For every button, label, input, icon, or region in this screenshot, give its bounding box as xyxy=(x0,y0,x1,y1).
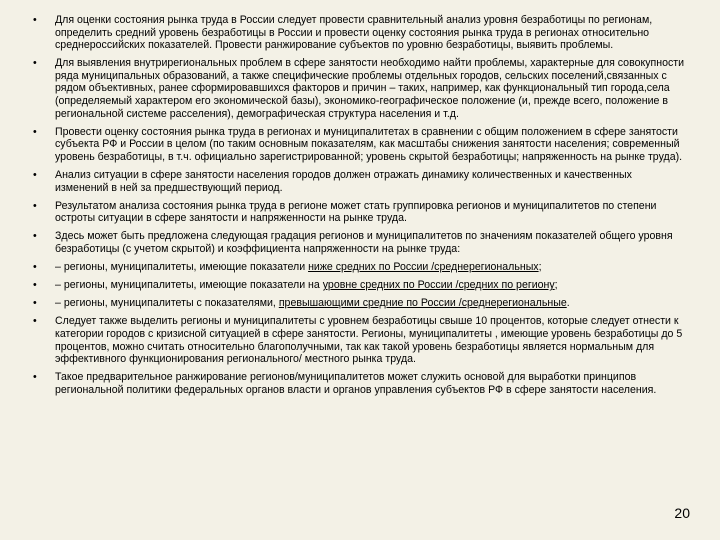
bullet-marker: • xyxy=(33,297,37,310)
bullet-marker: • xyxy=(33,279,37,292)
bullet-text: ; xyxy=(554,279,558,292)
bullet-marker: • xyxy=(33,199,37,212)
bullet-item xyxy=(33,57,685,120)
bullet-marker: • xyxy=(33,169,37,182)
bullet-marker: • xyxy=(33,230,37,243)
bullet-text: Результатом анализа состояния рынка труда в регионе может стать группировка регионов и муниципалитетов по степени остроты ситуации в сфере занятости и напряженности на рынке труда. xyxy=(55,199,657,225)
bullet-text: Анализ ситуации в сфере занятости населения городов должен отражать динамику количественных и качественных изменений в ней за предшествующий период. xyxy=(55,169,632,194)
bullet-text: – регионы, муниципалитеты с показателями, xyxy=(55,297,279,310)
bullet-text: ; xyxy=(538,261,542,274)
bullet-item xyxy=(33,371,685,396)
bullet-item xyxy=(33,279,685,292)
bullet-item xyxy=(33,230,685,255)
bullet-text: Здесь может быть предложена следующая градация регионов и муниципалитетов по значениям показателей общего уровня безработицы (с учетом скрытой) и коэффициента напряженности на рынке труда: xyxy=(55,230,673,255)
bullet-text: Для оценки состояния рынка труда в России следует провести сравнительный анализ уровня безработицы по регионам, определить средний уровень безработицы в России и провести оценку состояния рынка труда в регионах относительно среднероссийских показателей. Провести ранжирование субъектов по уровню безработицы, выявить проблемы. xyxy=(55,14,653,52)
bullet-text: Для выявления внутрирегиональных проблем в сфере занятости необходимо найти проблемы, характерные для совокупности ряда муниципальных образований, а также специфические проблемы отдельных городов, сельских поселений,связанных с рядом объективных, ранее сформировавшихся факторов и причин – таких, например, как функциональный тип города,села (определяемый характером его экономической базы), экономико-географическое положение (и, прежде всего, положение в региональной системе расселения), демографическая структура населения и т.д. xyxy=(55,57,685,120)
bullet-item xyxy=(33,261,685,274)
bullet-list xyxy=(33,14,685,402)
bullet-text: Следует также выделить регионы и муниципалитеты с уровнем безработицы свыше 10 процентов, которые следует отнести к категории городов с кризисной ситуацией в сфере занятости. Регионы, муниципалитеты , имеющие уровень безработицы до 5 процентов, можно считать относительно благополучными, так как такой уровень безработицы является нормальным для эффективного функционирования регионального/ местного рынка труда. xyxy=(55,315,683,366)
bullet-text: Провести оценку состояния рынка труда в регионах и муниципалитетах в сравнении с общим положением в сфере занятости субъекта РФ и России в целом (по таким основным показателям, как масштабы снижения занятости населения; современный уровень безработицы, в т.ч. официально зарегистрированной; уровень скрытой безработицы; напряженность на рынке труда). xyxy=(55,125,683,163)
underlined-text: ниже средних по России /среднерегиональных xyxy=(308,261,539,274)
bullet-text: – регионы, муниципалитеты, имеющие показатели на xyxy=(55,279,323,292)
bullet-marker: • xyxy=(33,315,37,328)
bullet-marker: • xyxy=(33,371,37,384)
bullet-item xyxy=(33,14,685,52)
bullet-text: – регионы, муниципалитеты, имеющие показатели xyxy=(55,261,309,274)
bullet-item xyxy=(33,200,685,225)
bullet-item xyxy=(33,315,685,365)
bullet-text: . xyxy=(566,297,570,310)
page-number: 20 xyxy=(674,505,690,521)
bullet-marker: • xyxy=(33,125,37,138)
bullet-marker: • xyxy=(33,57,37,70)
bullet-item xyxy=(33,126,685,164)
bullet-item xyxy=(33,169,685,194)
bullet-marker: • xyxy=(33,261,37,274)
underlined-text: уровне средних по России /средних по региону xyxy=(322,279,555,292)
bullet-item xyxy=(33,297,685,310)
underlined-text: превышающими средние по России /среднерегиональные xyxy=(278,297,567,310)
bullet-marker: • xyxy=(33,14,37,26)
bullet-text: Такое предварительное ранжирование регионов/муниципалитетов может служить основой для выработки принципов региональной политики федеральных органов власти и органов управления субъектов РФ в сфере занятости населения. xyxy=(55,371,657,396)
